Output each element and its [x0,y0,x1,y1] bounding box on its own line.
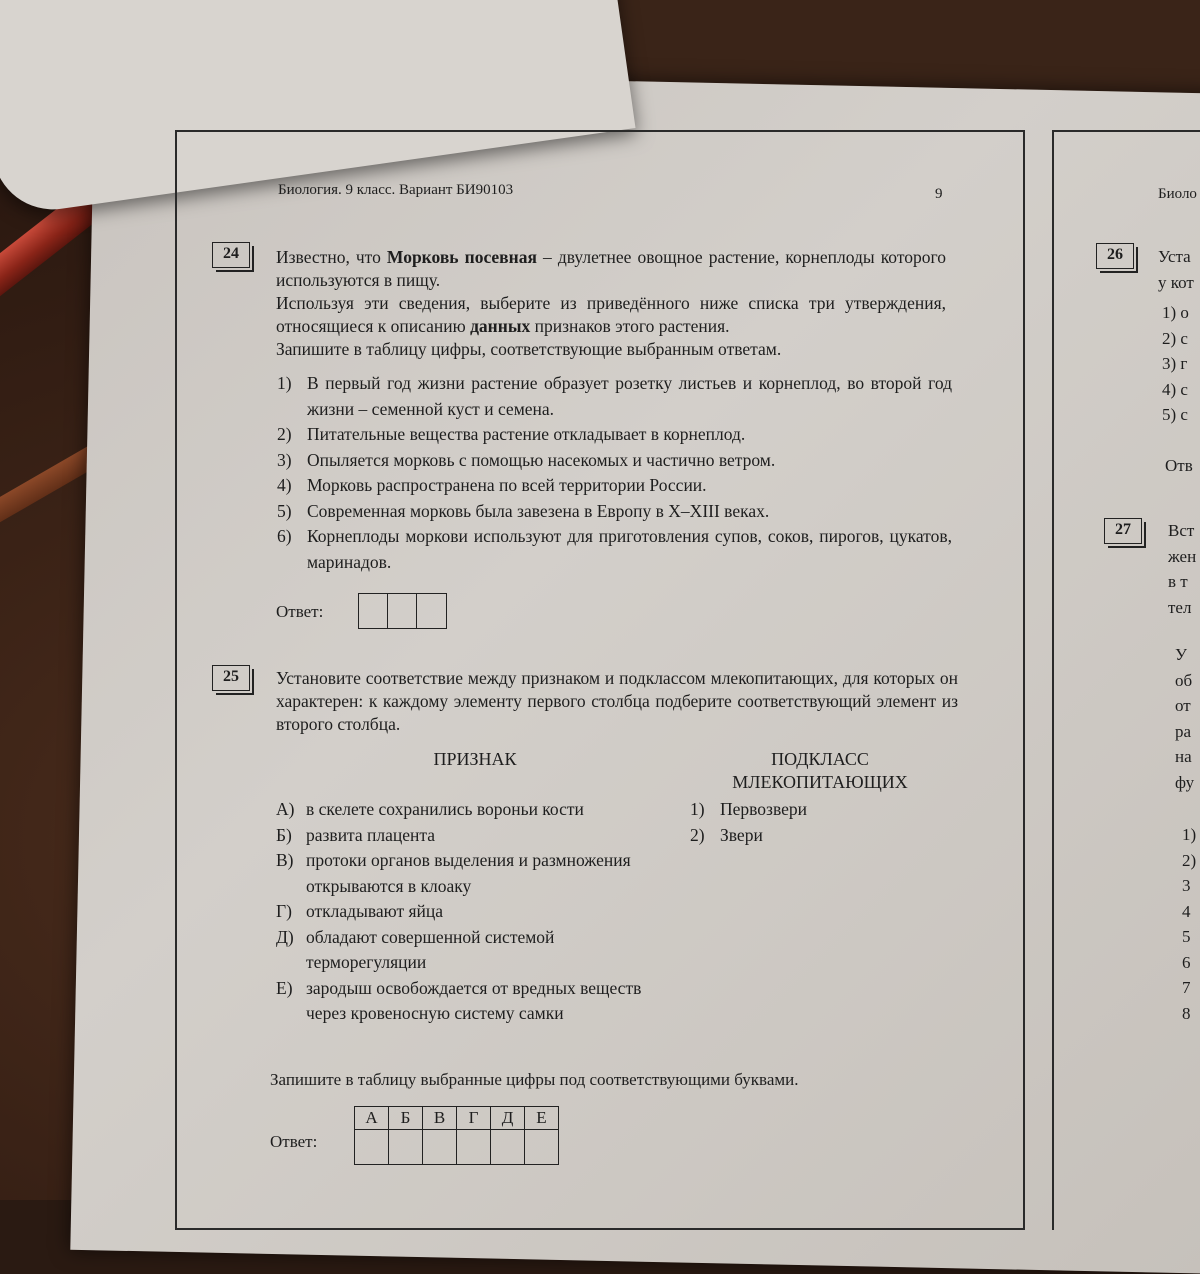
feature-e: Е) зародыш освобождается от вредных веществ через кровеносную систему самки [276,977,642,1023]
answer-e[interactable] [525,1130,559,1165]
q27-num-2: 2) [1182,850,1197,870]
letter-b: Б [389,1107,423,1130]
q27-line-1: Вст [1168,521,1195,540]
subclass-2: 2) Звери [690,824,763,845]
feature-d: Д) обладают совершенной системой терморегуляции [276,926,555,972]
q26-line-2: у кот [1158,272,1194,292]
q27-line-2: жен [1168,546,1197,566]
feature-g: Г) откладывают яйца [276,901,444,921]
answer-v[interactable] [423,1130,457,1165]
q27-line-3: в т [1168,572,1188,591]
q26-option-5: 5) с [1162,405,1188,424]
question-25-instruction: Запишите в таблицу выбранные цифры под соответствующими буквами. [270,1070,799,1089]
question-24-task: Используя эти сведения, выберите из приведённого ниже списка три утверждения, относящиеся к описанию данных признаков этого растения. [276,293,946,336]
subclass-1: 1) Первозвери [690,799,808,819]
q27-num-8: 8 [1182,1003,1191,1023]
question-26-text [1158,244,1200,295]
option-4: 4) Морковь распространена по всей территории России. [277,475,707,495]
option-2: 2) Питательные вещества растение откладывает в корнеплод. [277,424,746,444]
feature-b: Б) развита плацента [276,824,436,845]
option-1: 1) В первый год жизни растение образует розетку листьев и корнеплод, во второй год жизни – семенной куст и семена. [277,373,952,419]
letter-v: В [423,1107,457,1130]
letter-a: А [355,1107,389,1130]
question-26-number: 26 [1096,243,1134,269]
page-number: 9 [935,186,943,202]
q27-num-7: 7 [1182,978,1191,997]
q27-num-3: 3 [1182,876,1191,895]
q27-passage-5: на [1175,747,1192,766]
answer-g[interactable] [457,1130,491,1165]
question-27-numbers [1182,822,1200,1026]
option-6: 6) Корнеплоды моркови используют для приготовления супов, соков, пирогов, цукатов, маринадов. [277,526,952,572]
column-header-feature: ПРИЗНАК [433,749,517,769]
question-26-answer-label: Отв [1165,456,1193,475]
question-27-passage [1175,642,1200,795]
question-25-answer-label: Ответ: [270,1132,318,1151]
answer-a[interactable] [355,1130,389,1165]
subclass-header-line1: ПОДКЛАСС [771,749,869,769]
answer-cell-2[interactable] [388,594,417,628]
feature-v: В) протоки органов выделения и размножения открываются в клоаку [276,850,631,896]
question-24-number: 24 [212,242,250,268]
question-27-number: 27 [1104,518,1142,544]
option-3: 3) Опыляется морковь с помощью насекомых и частично ветром. [277,449,776,470]
answer-d[interactable] [491,1130,525,1165]
answer-cell-3[interactable] [417,594,446,628]
q27-passage-1: У [1175,645,1188,664]
feature-a: А) в скелете сохранились вороньи кости [276,799,584,819]
question-25-intro: Установите соответствие между признаком и подклассом млекопитающих, для которых он характерен: к каждому элементу первого столбца подберите соответствующий элемент из второго столбца. [276,668,958,734]
q26-option-2: 2) с [1162,328,1188,348]
question-24-answer-boxes[interactable] [358,593,447,629]
question-25-answer-table[interactable] [354,1106,559,1165]
column-header-subclass [690,748,950,794]
answer-cell-1[interactable] [359,594,388,628]
q27-num-5: 5 [1182,927,1191,946]
letter-e: Е [525,1107,559,1130]
q26-line-1: Уста [1158,247,1191,266]
question-26-options [1162,300,1200,428]
subclass-list [690,797,890,848]
q27-passage-4: ра [1175,721,1192,741]
q27-num-6: 6 [1182,952,1191,972]
subclass-header-line2: МЛЕКОПИТАЮЩИХ [732,772,908,792]
q27-line-4: тел [1168,597,1192,617]
answer-b[interactable] [389,1130,423,1165]
q27-num-4: 4 [1182,901,1191,921]
q26-option-4: 4) с [1162,379,1188,399]
question-24-instruction: Запишите в таблицу цифры, соответствующие выбранным ответам. [276,339,782,359]
q27-passage-2: об [1175,670,1193,690]
question-24-intro: Известно, что Морковь посевная – двулетнее овощное растение, корнеплоды которого используются в пищу. [276,247,946,290]
question-24-options [277,371,952,575]
q26-option-1: 1) о [1162,303,1189,322]
question-25-number: 25 [212,665,250,691]
option-5: 5) Современная морковь была завезена в Европу в X–XIII веках. [277,500,770,521]
feature-list [276,797,646,1027]
q26-option-3: 3) г [1162,354,1188,373]
page-header-title: Биология. 9 класс. Вариант БИ90103 [278,182,514,198]
q27-num-1: 1) [1182,825,1197,844]
letter-g: Г [457,1107,491,1130]
q27-passage-3: от [1175,696,1191,715]
letter-d: Д [491,1107,525,1130]
question-24-answer-label: Ответ: [276,602,324,621]
q27-passage-6: фу [1175,772,1195,792]
question-27-text [1168,518,1200,620]
next-page-header: Биоло [1158,186,1197,202]
